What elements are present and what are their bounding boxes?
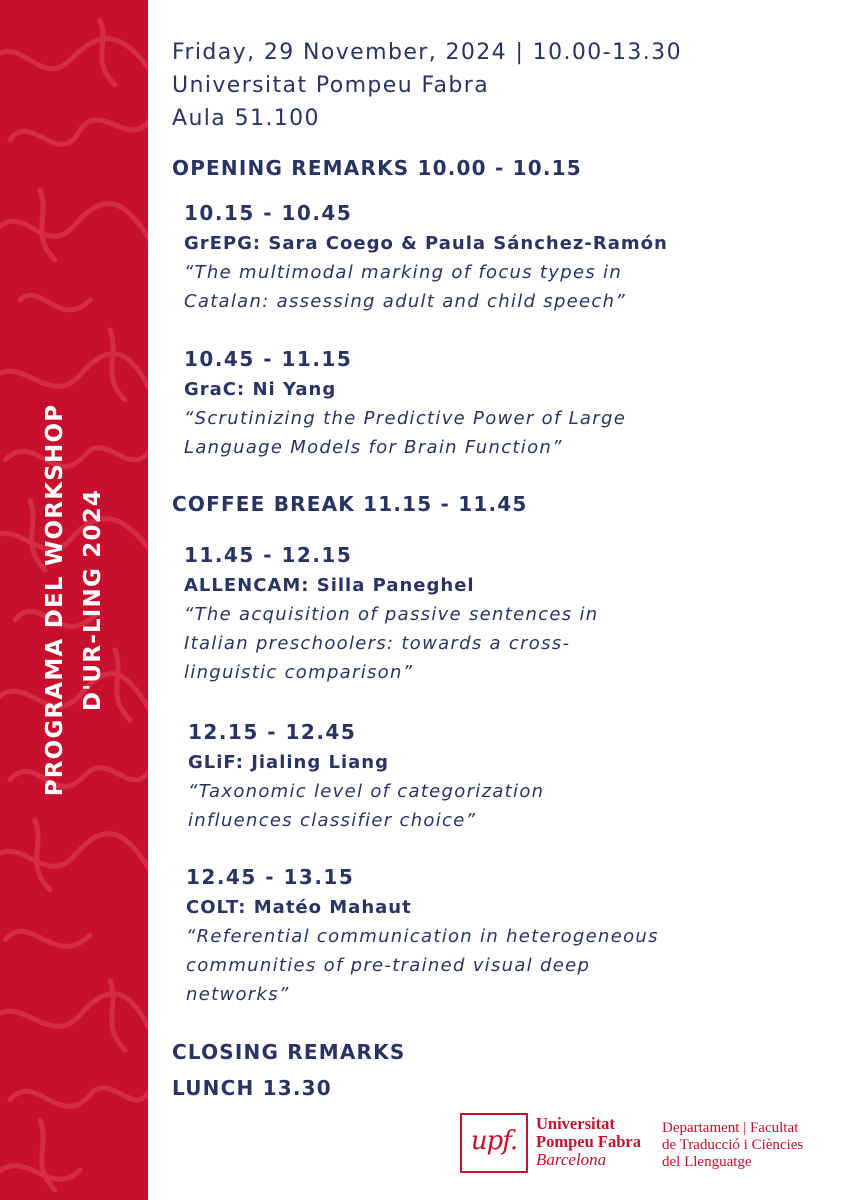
talk-title-line: Italian preschoolers: towards a cross- bbox=[184, 633, 571, 654]
talk-title-line: linguistic comparison” bbox=[184, 662, 414, 683]
university-name-line2: Pompeu Fabra bbox=[536, 1132, 641, 1151]
university-city: Barcelona bbox=[536, 1150, 607, 1169]
talk-title-line: networks” bbox=[186, 984, 290, 1005]
talk-time: 10.45 - 11.15 bbox=[184, 347, 353, 371]
talk-item bbox=[184, 198, 668, 316]
talk-title-line: influences classifier choice” bbox=[188, 810, 477, 831]
talk-time: 10.15 - 10.45 bbox=[184, 201, 353, 225]
talk-item bbox=[184, 540, 598, 687]
event-date: Friday, 29 November, 2024 | 10.00-13.30 bbox=[172, 40, 682, 65]
coffee-break-heading: COFFEE BREAK 11.15 - 11.45 bbox=[172, 492, 528, 516]
department-line3: del Llenguatge bbox=[662, 1154, 752, 1170]
sidebar-banner bbox=[0, 0, 148, 1200]
event-venue: Universitat Pompeu Fabra bbox=[172, 73, 490, 98]
department-name bbox=[662, 1120, 803, 1171]
sidebar-title bbox=[36, 404, 112, 797]
department-line2: de Traducció i Ciències bbox=[662, 1137, 804, 1153]
upf-logo: upf. bbox=[460, 1113, 528, 1173]
talk-title bbox=[184, 258, 668, 316]
talk-title-line: “Taxonomic level of categorization bbox=[188, 781, 545, 802]
talk-title-line: “The acquisition of passive sentences in bbox=[184, 604, 599, 625]
talk-speaker: GrEPG: Sara Coego & Paula Sánchez-Ramón bbox=[184, 233, 668, 254]
talk-title-line: Language Models for Brain Function” bbox=[184, 437, 563, 458]
lunch-heading: LUNCH 13.30 bbox=[172, 1076, 332, 1100]
talk-time: 11.45 - 12.15 bbox=[184, 543, 353, 567]
talk-time: 12.15 - 12.45 bbox=[188, 720, 357, 744]
sidebar-title-line1: PROGRAMA DEL WORKSHOP bbox=[42, 403, 68, 797]
talk-speaker: GraC: Ni Yang bbox=[184, 379, 337, 400]
closing-remarks-heading: CLOSING REMARKS bbox=[172, 1040, 406, 1064]
department-line1: Departament | Facultat bbox=[662, 1120, 799, 1136]
talk-item bbox=[184, 344, 626, 462]
talk-speaker: ALLENCAM: Silla Paneghel bbox=[184, 575, 475, 596]
talk-title-line: communities of pre-trained visual deep bbox=[186, 955, 591, 976]
talk-title-line: “Scrutinizing the Predictive Power of Large bbox=[184, 408, 627, 429]
talk-speaker: COLT: Matéo Mahaut bbox=[186, 897, 412, 918]
talk-speaker: GLiF: Jialing Liang bbox=[188, 752, 389, 773]
talk-title bbox=[184, 600, 598, 687]
talk-title-line: “Referential communication in heterogeneous bbox=[186, 926, 659, 947]
university-name bbox=[536, 1115, 641, 1169]
talk-title-line: Catalan: assessing adult and child speech” bbox=[184, 291, 626, 312]
university-name-line1: Universitat bbox=[536, 1114, 615, 1133]
talk-title bbox=[184, 404, 626, 462]
talk-title-line: “The multimodal marking of focus types in bbox=[184, 262, 623, 283]
sidebar-title-line2: D'UR-LING 2024 bbox=[80, 488, 106, 712]
talk-title bbox=[188, 777, 544, 835]
talk-item bbox=[188, 717, 544, 835]
event-room: Aula 51.100 bbox=[172, 106, 320, 131]
talk-title bbox=[186, 922, 659, 1009]
talk-time: 12.45 - 13.15 bbox=[186, 865, 355, 889]
opening-remarks-heading: OPENING REMARKS 10.00 - 10.15 bbox=[172, 156, 582, 180]
event-header bbox=[172, 36, 682, 135]
talk-item bbox=[186, 862, 659, 1009]
